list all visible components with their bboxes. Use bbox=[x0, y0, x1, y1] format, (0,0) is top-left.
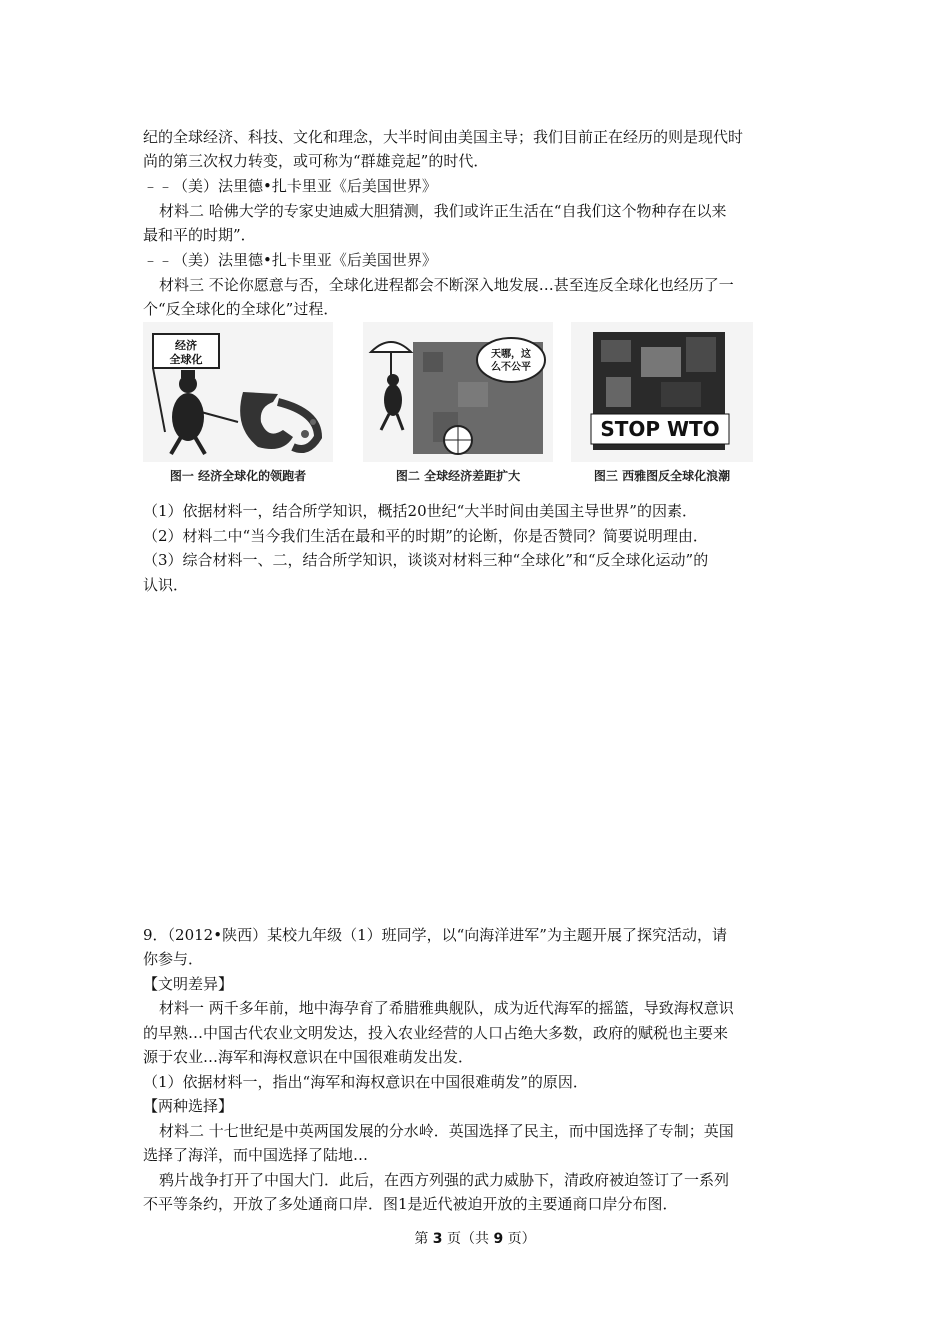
runner-cartoon-image bbox=[143, 322, 333, 462]
figure-two bbox=[363, 322, 553, 484]
text-line: 个“反全球化的全球化”过程． bbox=[143, 300, 339, 318]
text-line: 的早熟…中国古代农业文明发达，投入农业经营的人口占绝大多数，政府的赋税也主要来 bbox=[143, 1024, 729, 1042]
footer-middle: 页（共 bbox=[447, 1231, 489, 1247]
flag-text: 全球化 bbox=[169, 353, 203, 366]
figure-caption: 图三 西雅图反全球化浪潮 bbox=[593, 469, 731, 483]
text-line: 认识． bbox=[143, 576, 189, 594]
material-two-b: 材料二 十七世纪是中英两国发展的分水岭．英国选择了民主，而中国选择了专制；英国 bbox=[159, 1122, 734, 1140]
material-one: 材料一 两千多年前，地中海孕育了希腊雅典舰队，成为近代海军的摇篮，导致海权意识 bbox=[159, 999, 734, 1017]
text-line: 不平等条约，开放了多处通商口岸．图1是近代被迫开放的主要通商口岸分布图． bbox=[143, 1195, 678, 1213]
figure-caption: 图二 全球经济差距扩大 bbox=[395, 469, 521, 483]
speech-bubble-text: 么不公平 bbox=[491, 362, 531, 373]
material-two: 材料二 哈佛大学的专家史迪威大胆猜测，我们或许正生活在“自我们这个物种存在以来 bbox=[159, 202, 727, 220]
material-three: 材料三 不论你愿意与否，全球化进程都会不断深入地发展…甚至连反全球化也经历了一 bbox=[159, 276, 734, 294]
citation: ﹣﹣（美）法里德•扎卡里亚《后美国世界》 bbox=[143, 251, 437, 269]
text-line: 源于农业…海军和海权意识在中国很难萌发出发． bbox=[143, 1048, 474, 1066]
question-1: （1）依据材料一，结合所学知识，概括20世纪“大半时间由美国主导世界”的因素． bbox=[143, 502, 697, 520]
text-line: 鸦片战争打开了中国大门．此后，在西方列强的武力威胁下，清政府被迫签订了一系列 bbox=[159, 1171, 730, 1189]
total-pages: 9 bbox=[493, 1231, 504, 1247]
footer-suffix: 页） bbox=[507, 1231, 536, 1247]
text-line: 尚的第三次权力转变，或可称为“群雄竞起”的时代． bbox=[143, 152, 489, 170]
text-line: 选择了海洋，而中国选择了陆地… bbox=[143, 1146, 369, 1164]
question-2: （2）材料二中“当今我们生活在最和平的时期”的论断，你是否赞同？简要说明理由． bbox=[143, 527, 708, 545]
text-line: 最和平的时期”． bbox=[143, 226, 256, 244]
section-heading: 【两种选择】 bbox=[143, 1097, 234, 1115]
umbrella-cartoon-image bbox=[363, 322, 553, 462]
text-line: 纪的全球经济、科技、文化和理念，大半时间由美国主导；我们目前正在经历的则是现代时 bbox=[143, 128, 744, 146]
figure-row bbox=[143, 322, 753, 484]
text-line: 你参与． bbox=[143, 950, 204, 968]
page-number: 3 bbox=[432, 1231, 443, 1247]
question-3: （3）综合材料一、二，结合所学知识，谈谈对材料三种“全球化”和“反全球化运动”的 bbox=[143, 551, 709, 569]
footer-prefix: 第 bbox=[414, 1231, 429, 1247]
speech-bubble-text: 天哪，这 bbox=[491, 349, 531, 360]
problem-9-heading: 9．（2012•陕西）某校九年级（1）班同学，以“向海洋进军”为主题开展了探究活动，请 bbox=[143, 926, 727, 944]
citation: ﹣﹣（美）法里德•扎卡里亚《后美国世界》 bbox=[143, 177, 437, 195]
page-footer bbox=[0, 1228, 950, 1248]
flag-text: 经济 bbox=[175, 339, 197, 352]
figure-three bbox=[571, 322, 753, 484]
protest-sign-text: STOP WTO bbox=[600, 417, 720, 441]
figure-one bbox=[143, 322, 333, 484]
figure-caption: 图一 经济全球化的领跑者 bbox=[169, 469, 307, 483]
protest-photo-image bbox=[571, 322, 753, 462]
section-heading: 【文明差异】 bbox=[143, 975, 234, 993]
question-9-1: （1）依据材料一，指出“海军和海权意识在中国很难萌发”的原因． bbox=[143, 1073, 588, 1091]
